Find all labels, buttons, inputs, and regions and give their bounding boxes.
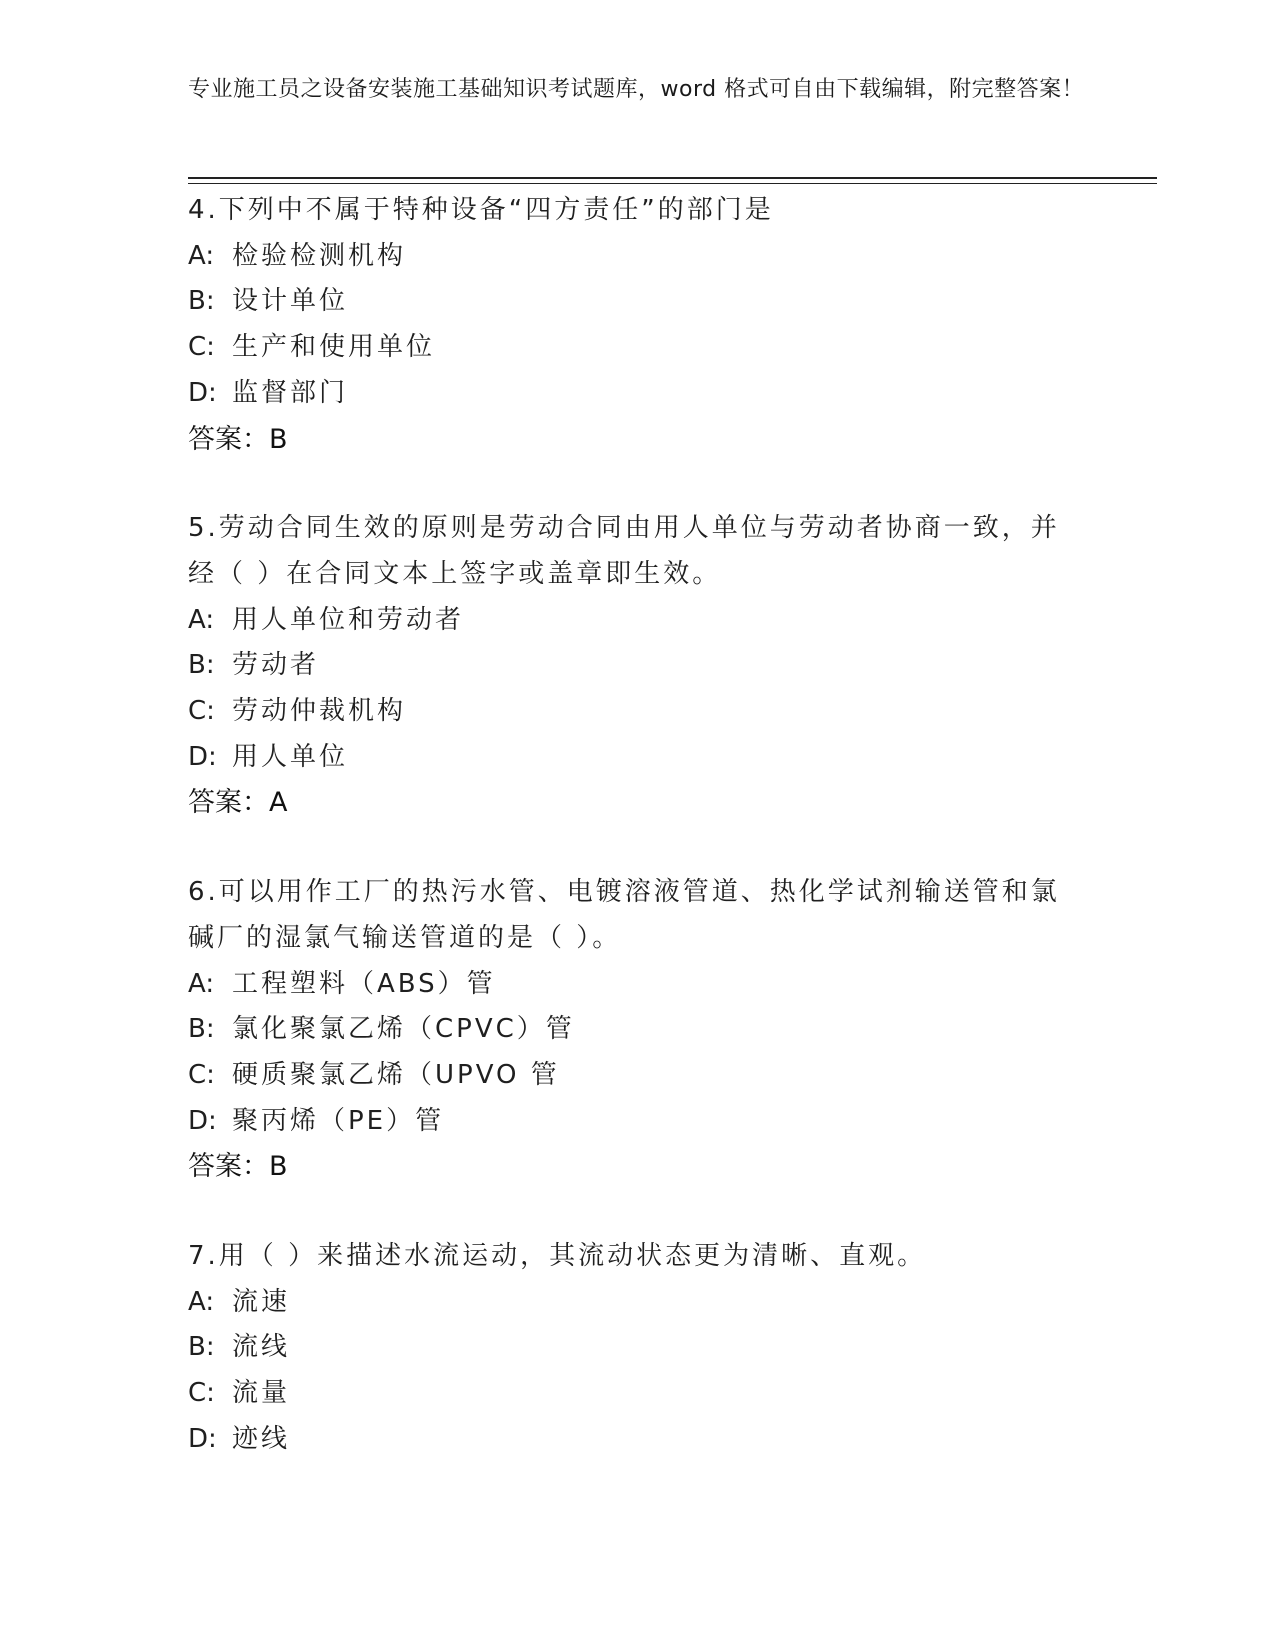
- question-6: [188, 870, 1088, 1190]
- option-key: A:: [188, 1286, 215, 1317]
- answer-line: 答案：B: [188, 423, 288, 455]
- option-text: 流量: [232, 1378, 291, 1409]
- question-list: [188, 188, 1088, 1507]
- question-4: [188, 188, 1088, 462]
- option-d: [188, 371, 1088, 417]
- option-text: 流速: [232, 1286, 291, 1317]
- option-a: [188, 962, 1088, 1008]
- option-key: C:: [188, 1059, 215, 1090]
- question-5: [188, 506, 1088, 826]
- question-7: [188, 1234, 1088, 1463]
- option-key: B:: [188, 1014, 215, 1045]
- option-text: 硬质聚氯乙烯（UPVO 管: [232, 1059, 560, 1090]
- option-text: 用人单位: [232, 741, 349, 772]
- option-text: 生产和使用单位: [232, 332, 436, 363]
- option-text: 检验检测机构: [232, 240, 407, 271]
- option-b: [188, 279, 1088, 325]
- option-key: C:: [188, 1378, 215, 1409]
- option-text: 劳动者: [232, 650, 320, 681]
- question-stem: 7.用（ ）来描述水流运动，其流动状态更为清晰、直观。: [188, 1241, 927, 1272]
- option-text: 迹线: [232, 1423, 291, 1454]
- answer-line: 答案：B: [188, 1151, 288, 1183]
- option-a: [188, 234, 1088, 280]
- option-c: [188, 1371, 1088, 1417]
- option-key: A:: [188, 604, 215, 635]
- option-b: [188, 1325, 1088, 1371]
- option-c: [188, 1053, 1088, 1099]
- header-divider-thin: [188, 183, 1157, 184]
- option-a: [188, 1280, 1088, 1326]
- option-text: 氯化聚氯乙烯（CPVC）管: [232, 1014, 575, 1045]
- option-text: 监督部门: [232, 377, 349, 408]
- option-key: A:: [188, 240, 215, 271]
- option-key: A:: [188, 968, 215, 999]
- option-key: C:: [188, 696, 215, 727]
- answer-line: 答案：A: [188, 787, 288, 819]
- question-stem: 6.可以用作工厂的热污水管、电镀溶液管道、热化学试剂输送管和氯碱厂的湿氯气输送管道的是（ ）。: [188, 877, 1060, 953]
- option-d: [188, 735, 1088, 781]
- option-key: B:: [188, 650, 215, 681]
- option-d: [188, 1417, 1088, 1463]
- document-header: 专业施工员之设备安装施工基础知识考试题库，word 格式可自由下载编辑，附完整答案！: [188, 77, 1085, 102]
- option-key: D:: [188, 1105, 217, 1136]
- option-text: 聚丙烯（PE）管: [232, 1105, 445, 1136]
- option-key: D:: [188, 741, 217, 772]
- option-text: 流线: [232, 1332, 291, 1363]
- option-d: [188, 1099, 1088, 1145]
- option-a: [188, 598, 1088, 644]
- option-key: B:: [188, 1332, 215, 1363]
- option-c: [188, 325, 1088, 371]
- header-divider-thick: [188, 177, 1157, 179]
- option-b: [188, 643, 1088, 689]
- option-text: 工程塑料（ABS）管: [232, 968, 496, 999]
- option-key: B:: [188, 286, 215, 317]
- option-text: 设计单位: [232, 286, 349, 317]
- option-text: 用人单位和劳动者: [232, 604, 465, 635]
- option-b: [188, 1007, 1088, 1053]
- option-key: D:: [188, 377, 217, 408]
- question-stem: 4.下列中不属于特种设备“四方责任”的部门是: [188, 195, 774, 225]
- question-stem: 5.劳动合同生效的原则是劳动合同由用人单位与劳动者协商一致，并经（ ）在合同文本上签字或盖章即生效。: [188, 513, 1060, 589]
- option-key: C:: [188, 332, 215, 363]
- option-c: [188, 689, 1088, 735]
- option-key: D:: [188, 1423, 217, 1454]
- option-text: 劳动仲裁机构: [232, 696, 407, 727]
